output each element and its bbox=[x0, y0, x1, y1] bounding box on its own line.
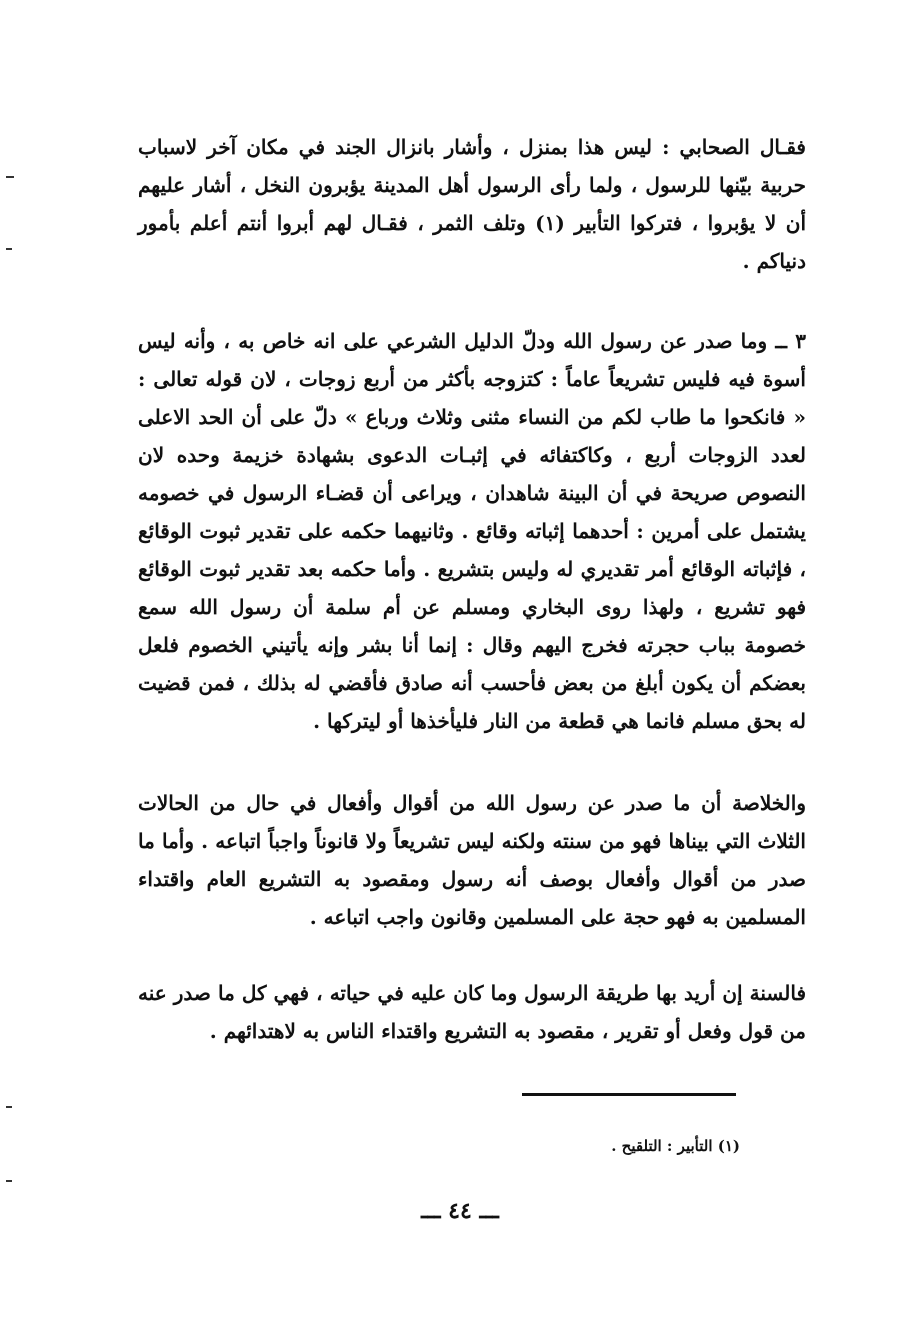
footnote: (١) التأبير : التلقيح . bbox=[611, 1137, 740, 1155]
scan-edge-mark bbox=[6, 176, 14, 178]
scan-edge-mark bbox=[6, 1106, 12, 1108]
footnote-separator bbox=[522, 1093, 736, 1096]
paragraph-3: والخلاصة أن ما صدر عن رسول الله من أقوال وأفعال في حال من الحالات الثلاث التي بيناها فهو من سنته ولكنه ليس تشريعاً ولا قانوناً واجباً اتباعه . وأما ما صدر من أقوال وأفعال بوصف أنه رسول ومقصود به التشريع العام واقتداء المسلمين به فهو حجة على المسلمين وقانون واجب اتباعه . bbox=[138, 791, 806, 929]
paragraph-4: فالسنة إن أريد بها طريقة الرسول وما كان عليه في حياته ، فهي كل ما صدر عنه من قول وفعل أو تقرير ، مقصود به التشريع واقتداء الناس به لاهتدائهم . bbox=[138, 981, 806, 1043]
page-number: ـــ ٤٤ ـــ bbox=[421, 1198, 499, 1224]
paragraph-1: فقـال الصحابي : ليس هذا بمنزل ، وأشار بانزال الجند في مكان آخر لاسباب حربية بيّنها للرسول ، ولما رأى الرسول أهل المدينة يؤبرون النخل ، أشار عليهم أن لا يؤبروا ، فتركوا التأبير (١) وتلف الثمر ، فقـال لهم أبروا أنتم أعلم بأمور دنياكم . bbox=[138, 135, 807, 273]
scan-edge-mark bbox=[6, 248, 12, 250]
scan-edge-mark bbox=[6, 1180, 12, 1182]
paragraph-2: ٣ ــ وما صدر عن رسول الله ودلّ الدليل الشرعي على انه خاص به ، وأنه ليس أسوة فيه فليس تشريعاً عاماً : كتزوجه بأكثر من أربع زوجات ، لان قوله تعالى : « فانكحوا ما طاب لكم من النساء مثنى وثلاث ورباع » دلّ على أن الحد الاعلى لعدد الزوجات أربع ، وكاكتفائه في إثبـات الدعوى بشهادة خزيمة وحده لان النصوص صريحة في أن البينة شاهدان ، ويراعى أن قضـاء الرسول في خصومه يشتمل على أمرين : أحدهما إثباته وقائع . وثانيهما حكمه على تقدير ثبوت الوقائع ، فإثباته الوقائع أمر تقديري له وليس بتشريع . وأما حكمه بعد تقدير ثبوت الوقائع فهو تشريع ، ولهذا روى البخاري ومسلم عن أم سلمة أن رسول الله سمع خصومة بباب حجرته فخرج اليهم وقال : إنما أنا بشر وإنه يأتيني الخصوم فلعل بعضكم أن يكون أبلغ من بعض فأحسب أنه صادق فأقضي له بذلك ، فمن قضيت له بحق مسلم فانما هي قطعة من النار فليأخذها أو ليتركها . bbox=[138, 329, 806, 733]
